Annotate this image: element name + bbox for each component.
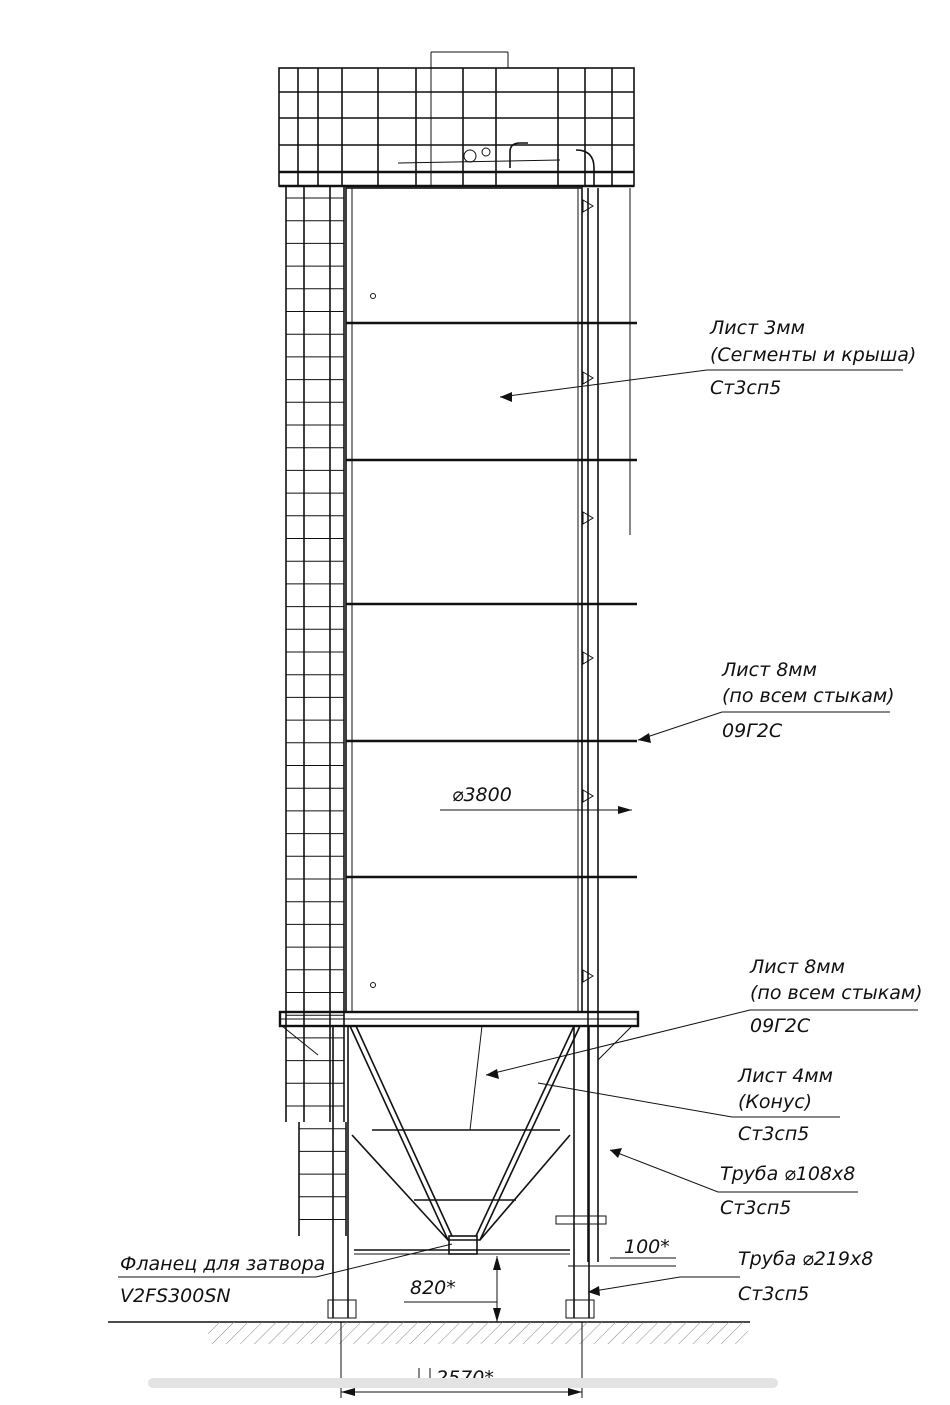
pipe219-material: Ст3сп5	[738, 1283, 810, 1305]
roof-sheet-label: Лист 3мм	[710, 317, 805, 339]
pipe108-label: Труба ⌀108х8	[720, 1163, 856, 1185]
leg-offset-label: 100*	[624, 1236, 670, 1258]
callout-cone	[737, 1065, 833, 1145]
callout-pipe219	[738, 1248, 873, 1305]
joint-sheet-material-lower: 09Г2С	[750, 1015, 811, 1037]
callout-flange	[120, 1253, 325, 1307]
roof-sheet-note: (Сегменты и крыша)	[710, 344, 917, 366]
flange-label: Фланец для затвора	[120, 1253, 326, 1275]
joint-sheet-material: 09Г2С	[722, 720, 783, 742]
horizontal-scrollbar[interactable]	[148, 1378, 778, 1388]
dimension-labels	[410, 784, 670, 1389]
pipe108-material: Ст3сп5	[720, 1197, 792, 1219]
callout-joints-lower	[749, 956, 923, 1037]
joint-sheet-label: Лист 8мм	[722, 659, 817, 681]
cone-sheet-material: Ст3сп5	[738, 1123, 810, 1145]
joint-sheet-label-lower: Лист 8мм	[750, 956, 845, 978]
pipe219-label: Труба ⌀219х8	[738, 1248, 874, 1270]
flange-model: V2FS300SN	[120, 1285, 231, 1307]
roof-railing	[279, 52, 634, 186]
outlet-height-label: 820*	[410, 1277, 456, 1299]
joint-sheet-note-lower: (по всем стыкам)	[750, 982, 923, 1004]
vertical-pipe	[583, 188, 598, 1262]
roof-sheet-material: Ст3сп5	[710, 377, 782, 399]
cone-sheet-note: (Конус)	[738, 1091, 813, 1113]
callout-pipe108	[720, 1163, 855, 1219]
joint-sheet-note: (по всем стыкам)	[722, 685, 895, 707]
callout-joints-upper	[721, 659, 895, 742]
silo-body	[346, 188, 637, 1012]
ladder	[286, 186, 346, 1236]
diameter-label: ⌀3800	[452, 784, 512, 806]
cone-sheet-label: Лист 4мм	[738, 1065, 833, 1087]
callout-roof	[709, 317, 916, 399]
ground	[108, 1322, 750, 1344]
